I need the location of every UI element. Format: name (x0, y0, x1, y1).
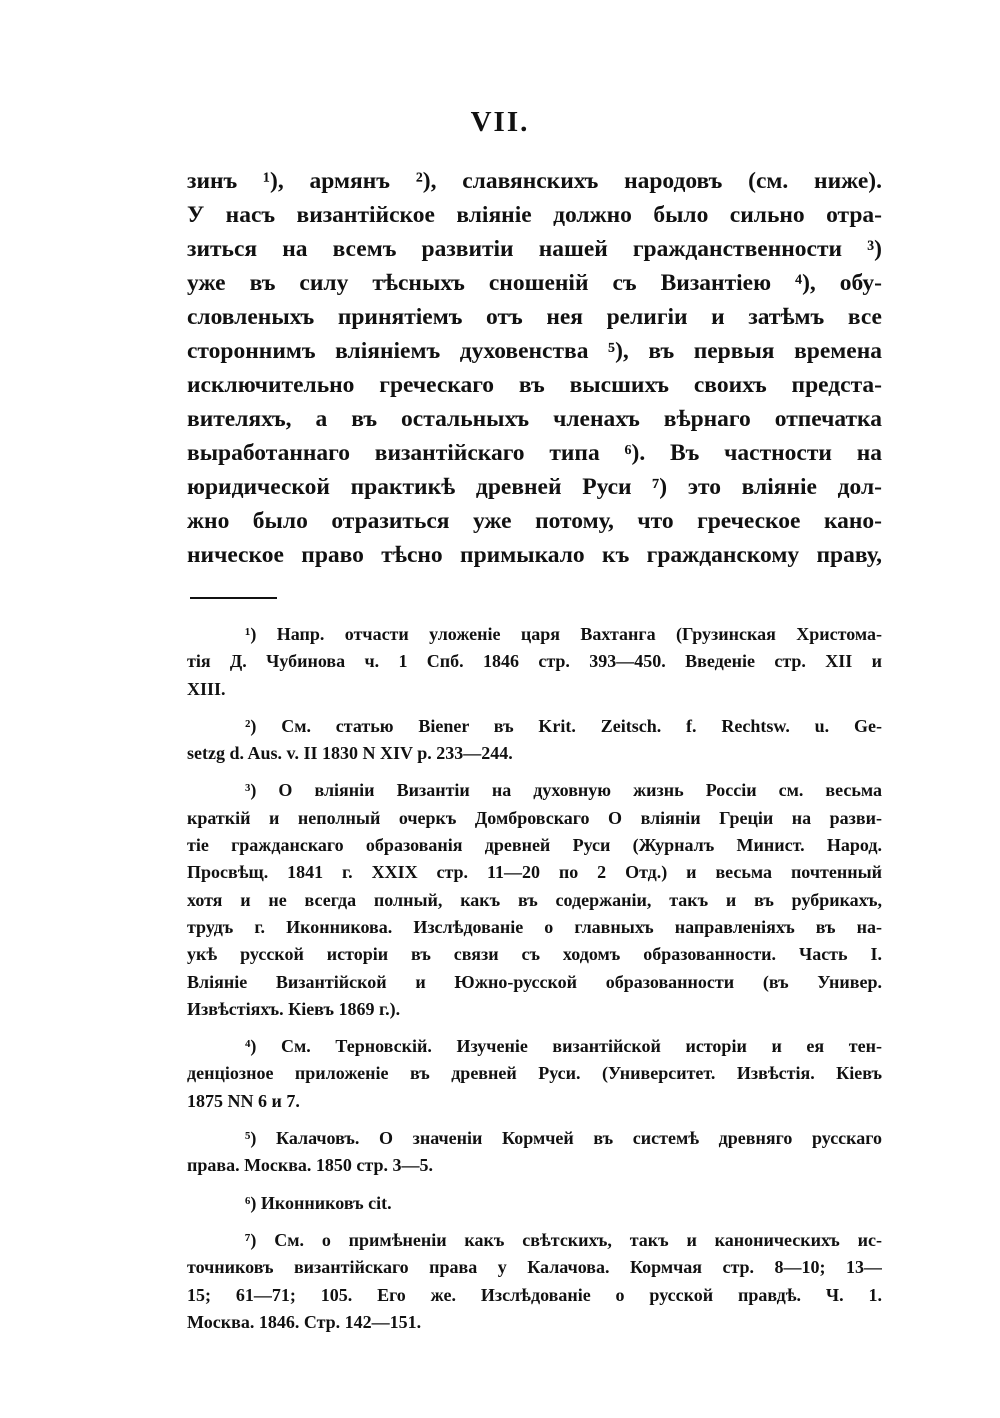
footnote-spacer (187, 767, 882, 777)
footnote-1-line: тія Д. Чубинова ч. 1 Спб. 1846 стр. 393—450. Введеніе стр. XII и (187, 651, 882, 672)
footnote-5-line: права. Москва. 1850 стр. 3—5. (187, 1155, 433, 1176)
text-line: исключительно греческаго въ высшихъ своихъ предста- (187, 372, 882, 398)
footnote-spacer (187, 1180, 882, 1190)
footnote-7-line: точниковъ византійскаго права у Калачова. Кормчая стр. 8—10; 13— (187, 1257, 882, 1278)
main-text (187, 164, 882, 572)
text-line: выработаннаго византійскаго типа ⁶). Въ частности на (187, 440, 882, 466)
text-line: зинъ ¹), армянъ ²), славянскихъ народовъ (см. ниже). (187, 168, 882, 194)
text-line: стороннимъ вліяніемъ духовенства ⁵), въ первыя времена (187, 338, 882, 364)
text-line: зиться на всемъ развитіи нашей гражданственности ³) (187, 236, 882, 262)
footnote-5-line: ⁵) Калачовъ. О значеніи Кормчей въ системѣ древняго русскаго (245, 1128, 882, 1149)
footnote-spacer (187, 1115, 882, 1125)
footnote-7-line: 15; 61—71; 105. Его же. Изслѣдованіе о русской правдѣ. Ч. 1. (187, 1284, 882, 1305)
text-line: словленыхъ принятіемъ отъ нея религіи и затѣмъ все (187, 304, 882, 330)
text-line: ническое право тѣсно примыкало къ гражданскому праву, (187, 542, 882, 568)
footnote-7-line: ⁷) См. о примѣненіи какъ свѣтскихъ, такъ и каноническихъ ис- (245, 1229, 882, 1250)
footnote-7-line: Москва. 1846. Стр. 142—151. (187, 1311, 422, 1332)
footnote-3-line: хотя и не всегда полный, какъ въ содержаніи, такъ и въ рубрикахъ, (187, 889, 882, 910)
footnote-spacer (187, 703, 882, 713)
text-line: уже въ силу тѣсныхъ сношеній съ Византіею ⁴), обу- (187, 270, 882, 296)
footnote-3-line: Извѣстіяхъ. Кіевъ 1869 г.). (187, 998, 401, 1019)
footnote-spacer (187, 1217, 882, 1227)
footnote-3-line: Просвѣщ. 1841 г. XXIX стр. 11—20 по 2 Отд.) и весьма почтенный (187, 862, 882, 883)
text-line: У насъ византійское вліяніе должно было сильно отра- (187, 202, 882, 228)
footnote-3-line: ³) О вліяніи Византіи на духовную жизнь Россіи см. весьма (245, 780, 882, 801)
footnote-4-line: ⁴) См. Терновскій. Изученіе византійской исторіи и ея тен- (245, 1036, 882, 1057)
page-number: VII. (470, 106, 530, 138)
footnote-3-line: трудъ г. Иконникова. Изслѣдованіе о главныхъ направленіяхъ въ на- (187, 916, 882, 937)
footnote-4-line: денціозное приложеніе въ древней Руси. (Университет. Извѣстія. Кіевъ (187, 1063, 882, 1084)
text-line: вителяхъ, а въ остальныхъ членахъ вѣрнаго отпечатка (187, 406, 882, 432)
footnotes (187, 621, 882, 1336)
text-line: жно было отразиться уже потому, что греческое кано- (187, 508, 882, 534)
footnote-1-line: XIII. (187, 678, 226, 699)
footnote-spacer (187, 1023, 882, 1033)
footnote-4-line: 1875 NN 6 и 7. (187, 1090, 300, 1111)
footnote-6-line: ⁶) Иконниковъ cit. (245, 1192, 392, 1213)
footnote-3-line: краткій и неполный очеркъ Домбровскаго О вліяніи Греціи на разви- (187, 807, 882, 828)
footnote-2-line: setzg d. Aus. v. II 1830 N XIV p. 233—244. (187, 743, 513, 764)
text-line: юридической практикѣ древней Руси ⁷) это вліяніе дол- (187, 474, 882, 500)
footnote-3-line: Вліяніе Византійской и Южно-русской образованности (въ Универ. (187, 971, 882, 992)
footnote-3-line: тіе гражданскаго образованія древней Руси (Журналъ Минист. Народ. (187, 835, 882, 856)
footnote-separator (190, 597, 277, 599)
footnote-1-line: ¹) Напр. отчасти уложеніе царя Вахтанга (Грузинская Христома- (245, 624, 882, 644)
footnote-2-line: ²) См. статью Biener въ Krit. Zeitsch. f. Rechtsw. u. Ge- (245, 715, 882, 736)
footnote-3-line: укѣ русской исторіи въ связи съ ходомъ образованности. Часть I. (187, 944, 882, 965)
